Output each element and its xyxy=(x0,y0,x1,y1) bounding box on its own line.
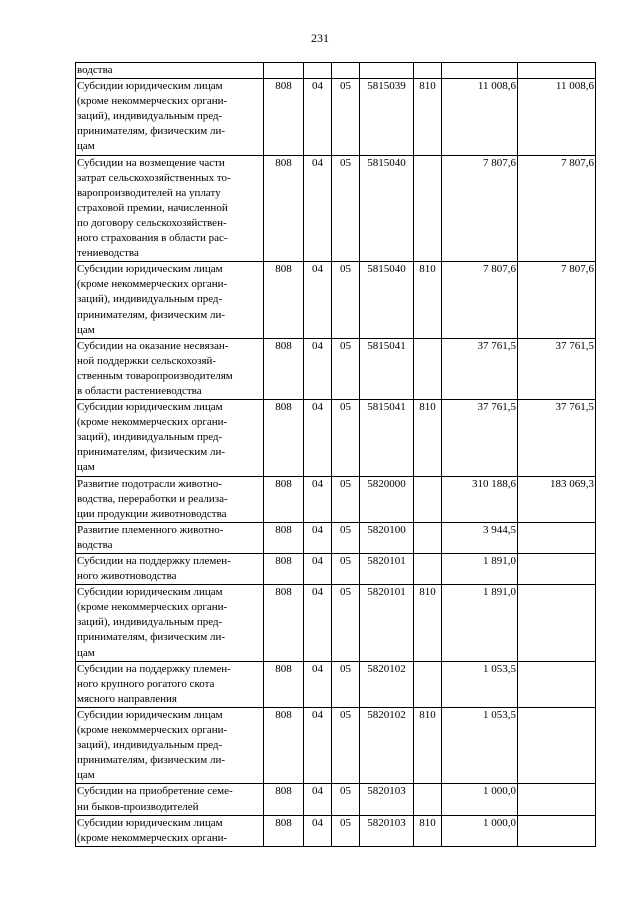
row-amount-1: 11 008,6 xyxy=(442,79,518,155)
table-row xyxy=(76,707,596,783)
row-amount-1 xyxy=(442,63,518,79)
row-amount-2: 7 807,6 xyxy=(518,155,596,262)
row-subsection-code: 05 xyxy=(332,400,360,476)
row-amount-1: 1 053,5 xyxy=(442,661,518,707)
row-section-code: 04 xyxy=(304,262,332,338)
row-amount-2 xyxy=(518,784,596,815)
row-subsection-code: 05 xyxy=(332,585,360,661)
row-subsection-code: 05 xyxy=(332,522,360,553)
row-target-article-code: 5820103 xyxy=(360,815,414,846)
table-row xyxy=(76,585,596,661)
row-amount-2: 37 761,5 xyxy=(518,338,596,399)
row-expense-type-code: 810 xyxy=(414,400,442,476)
row-name-cell: Развитие подотрасли животно- водства, переработки и реализа- ции продукции животноводства xyxy=(76,476,264,522)
row-target-article-code: 5815041 xyxy=(360,338,414,399)
row-amount-1: 1 891,0 xyxy=(442,585,518,661)
row-ved-code: 808 xyxy=(264,784,304,815)
row-expense-type-code xyxy=(414,476,442,522)
row-ved-code: 808 xyxy=(264,815,304,846)
row-target-article-code: 5820101 xyxy=(360,554,414,585)
row-subsection-code: 05 xyxy=(332,262,360,338)
row-subsection-code: 05 xyxy=(332,338,360,399)
row-name-cell: Субсидии на возмещение части затрат сельскохозяйственных то- варопроизводителей на уплату страховой премии, начисленной по договору сельскохозяйствен- ного страхования в области рас- тениеводства xyxy=(76,155,264,262)
row-amount-2 xyxy=(518,522,596,553)
table-row xyxy=(76,79,596,155)
row-target-article-code: 5820103 xyxy=(360,784,414,815)
row-subsection-code: 05 xyxy=(332,554,360,585)
row-expense-type-code xyxy=(414,63,442,79)
row-name-cell: Субсидии юридическим лицам (кроме некоммерческих органи- заций), индивидуальным пред- принимателям, физическим ли- цам xyxy=(76,400,264,476)
table-row xyxy=(76,63,596,79)
row-section-code: 04 xyxy=(304,707,332,783)
row-target-article-code: 5820101 xyxy=(360,585,414,661)
row-ved-code: 808 xyxy=(264,476,304,522)
row-ved-code: 808 xyxy=(264,155,304,262)
row-subsection-code: 05 xyxy=(332,476,360,522)
table-row xyxy=(76,554,596,585)
row-amount-1: 1 000,0 xyxy=(442,784,518,815)
row-amount-1: 310 188,6 xyxy=(442,476,518,522)
row-expense-type-code: 810 xyxy=(414,79,442,155)
row-target-article-code: 5820000 xyxy=(360,476,414,522)
row-amount-2: 7 807,6 xyxy=(518,262,596,338)
table-row xyxy=(76,262,596,338)
row-subsection-code: 05 xyxy=(332,784,360,815)
row-expense-type-code: 810 xyxy=(414,585,442,661)
row-target-article-code: 5815040 xyxy=(360,262,414,338)
row-target-article-code: 5820102 xyxy=(360,661,414,707)
row-ved-code: 808 xyxy=(264,707,304,783)
row-expense-type-code xyxy=(414,522,442,553)
row-section-code: 04 xyxy=(304,554,332,585)
row-name-cell: Субсидии юридическим лицам (кроме некоммерческих органи- xyxy=(76,815,264,846)
row-subsection-code: 05 xyxy=(332,155,360,262)
row-expense-type-code: 810 xyxy=(414,262,442,338)
table-row xyxy=(76,522,596,553)
row-ved-code: 808 xyxy=(264,79,304,155)
row-target-article-code: 5815041 xyxy=(360,400,414,476)
row-amount-1: 7 807,6 xyxy=(442,155,518,262)
row-section-code: 04 xyxy=(304,79,332,155)
row-name-cell: Субсидии на поддержку племен- ного животноводства xyxy=(76,554,264,585)
table-row xyxy=(76,784,596,815)
row-subsection-code xyxy=(332,63,360,79)
row-name-cell: Субсидии на оказание несвязан- ной поддержки сельскохозяй- ственным товаропроизводителям в области растениеводства xyxy=(76,338,264,399)
row-ved-code: 808 xyxy=(264,262,304,338)
row-section-code: 04 xyxy=(304,815,332,846)
row-amount-1: 3 944,5 xyxy=(442,522,518,553)
row-expense-type-code xyxy=(414,784,442,815)
row-name-cell: Развитие племенного животно- водства xyxy=(76,522,264,553)
row-section-code xyxy=(304,63,332,79)
row-subsection-code: 05 xyxy=(332,707,360,783)
row-name-cell: Субсидии юридическим лицам (кроме некоммерческих органи- заций), индивидуальным пред- принимателям, физическим ли- цам xyxy=(76,262,264,338)
row-target-article-code: 5820102 xyxy=(360,707,414,783)
row-section-code: 04 xyxy=(304,155,332,262)
table-row xyxy=(76,476,596,522)
row-target-article-code: 5815039 xyxy=(360,79,414,155)
row-expense-type-code xyxy=(414,338,442,399)
row-name-cell: Субсидии юридическим лицам (кроме некоммерческих органи- заций), индивидуальным пред- принимателям, физическим ли- цам xyxy=(76,79,264,155)
row-name-cell: Субсидии на приобретение семе- ни быков-производителей xyxy=(76,784,264,815)
row-section-code: 04 xyxy=(304,338,332,399)
row-amount-1: 1 891,0 xyxy=(442,554,518,585)
row-amount-1: 37 761,5 xyxy=(442,400,518,476)
row-amount-2 xyxy=(518,554,596,585)
row-ved-code xyxy=(264,63,304,79)
table-row xyxy=(76,400,596,476)
row-amount-1: 37 761,5 xyxy=(442,338,518,399)
row-amount-1: 1 000,0 xyxy=(442,815,518,846)
row-amount-2 xyxy=(518,815,596,846)
row-name-cell: Субсидии юридическим лицам (кроме некоммерческих органи- заций), индивидуальным пред- принимателям, физическим ли- цам xyxy=(76,585,264,661)
row-expense-type-code xyxy=(414,661,442,707)
row-amount-2: 11 008,6 xyxy=(518,79,596,155)
row-ved-code: 808 xyxy=(264,554,304,585)
row-section-code: 04 xyxy=(304,476,332,522)
row-amount-2: 37 761,5 xyxy=(518,400,596,476)
budget-table xyxy=(75,62,596,847)
row-name-cell: водства xyxy=(76,63,264,79)
row-target-article-code xyxy=(360,63,414,79)
row-subsection-code: 05 xyxy=(332,815,360,846)
row-section-code: 04 xyxy=(304,661,332,707)
row-amount-2: 183 069,3 xyxy=(518,476,596,522)
row-target-article-code: 5815040 xyxy=(360,155,414,262)
row-expense-type-code: 810 xyxy=(414,815,442,846)
row-ved-code: 808 xyxy=(264,522,304,553)
row-expense-type-code: 810 xyxy=(414,707,442,783)
row-amount-2 xyxy=(518,585,596,661)
row-section-code: 04 xyxy=(304,784,332,815)
page-number: 231 xyxy=(311,31,329,45)
table-row xyxy=(76,155,596,262)
row-ved-code: 808 xyxy=(264,400,304,476)
row-section-code: 04 xyxy=(304,522,332,553)
table-row xyxy=(76,338,596,399)
row-ved-code: 808 xyxy=(264,585,304,661)
row-ved-code: 808 xyxy=(264,338,304,399)
row-subsection-code: 05 xyxy=(332,661,360,707)
row-ved-code: 808 xyxy=(264,661,304,707)
row-amount-1: 7 807,6 xyxy=(442,262,518,338)
row-name-cell: Субсидии юридическим лицам (кроме некоммерческих органи- заций), индивидуальным пред- принимателям, физическим ли- цам xyxy=(76,707,264,783)
row-subsection-code: 05 xyxy=(332,79,360,155)
row-amount-2 xyxy=(518,661,596,707)
row-name-cell: Субсидии на поддержку племен- ного крупного рогатого скота мясного направления xyxy=(76,661,264,707)
row-amount-2 xyxy=(518,63,596,79)
budget-table-body xyxy=(76,63,596,847)
row-expense-type-code xyxy=(414,155,442,262)
row-section-code: 04 xyxy=(304,585,332,661)
row-expense-type-code xyxy=(414,554,442,585)
row-amount-2 xyxy=(518,707,596,783)
row-section-code: 04 xyxy=(304,400,332,476)
table-row xyxy=(76,661,596,707)
row-amount-1: 1 053,5 xyxy=(442,707,518,783)
table-row xyxy=(76,815,596,846)
row-target-article-code: 5820100 xyxy=(360,522,414,553)
